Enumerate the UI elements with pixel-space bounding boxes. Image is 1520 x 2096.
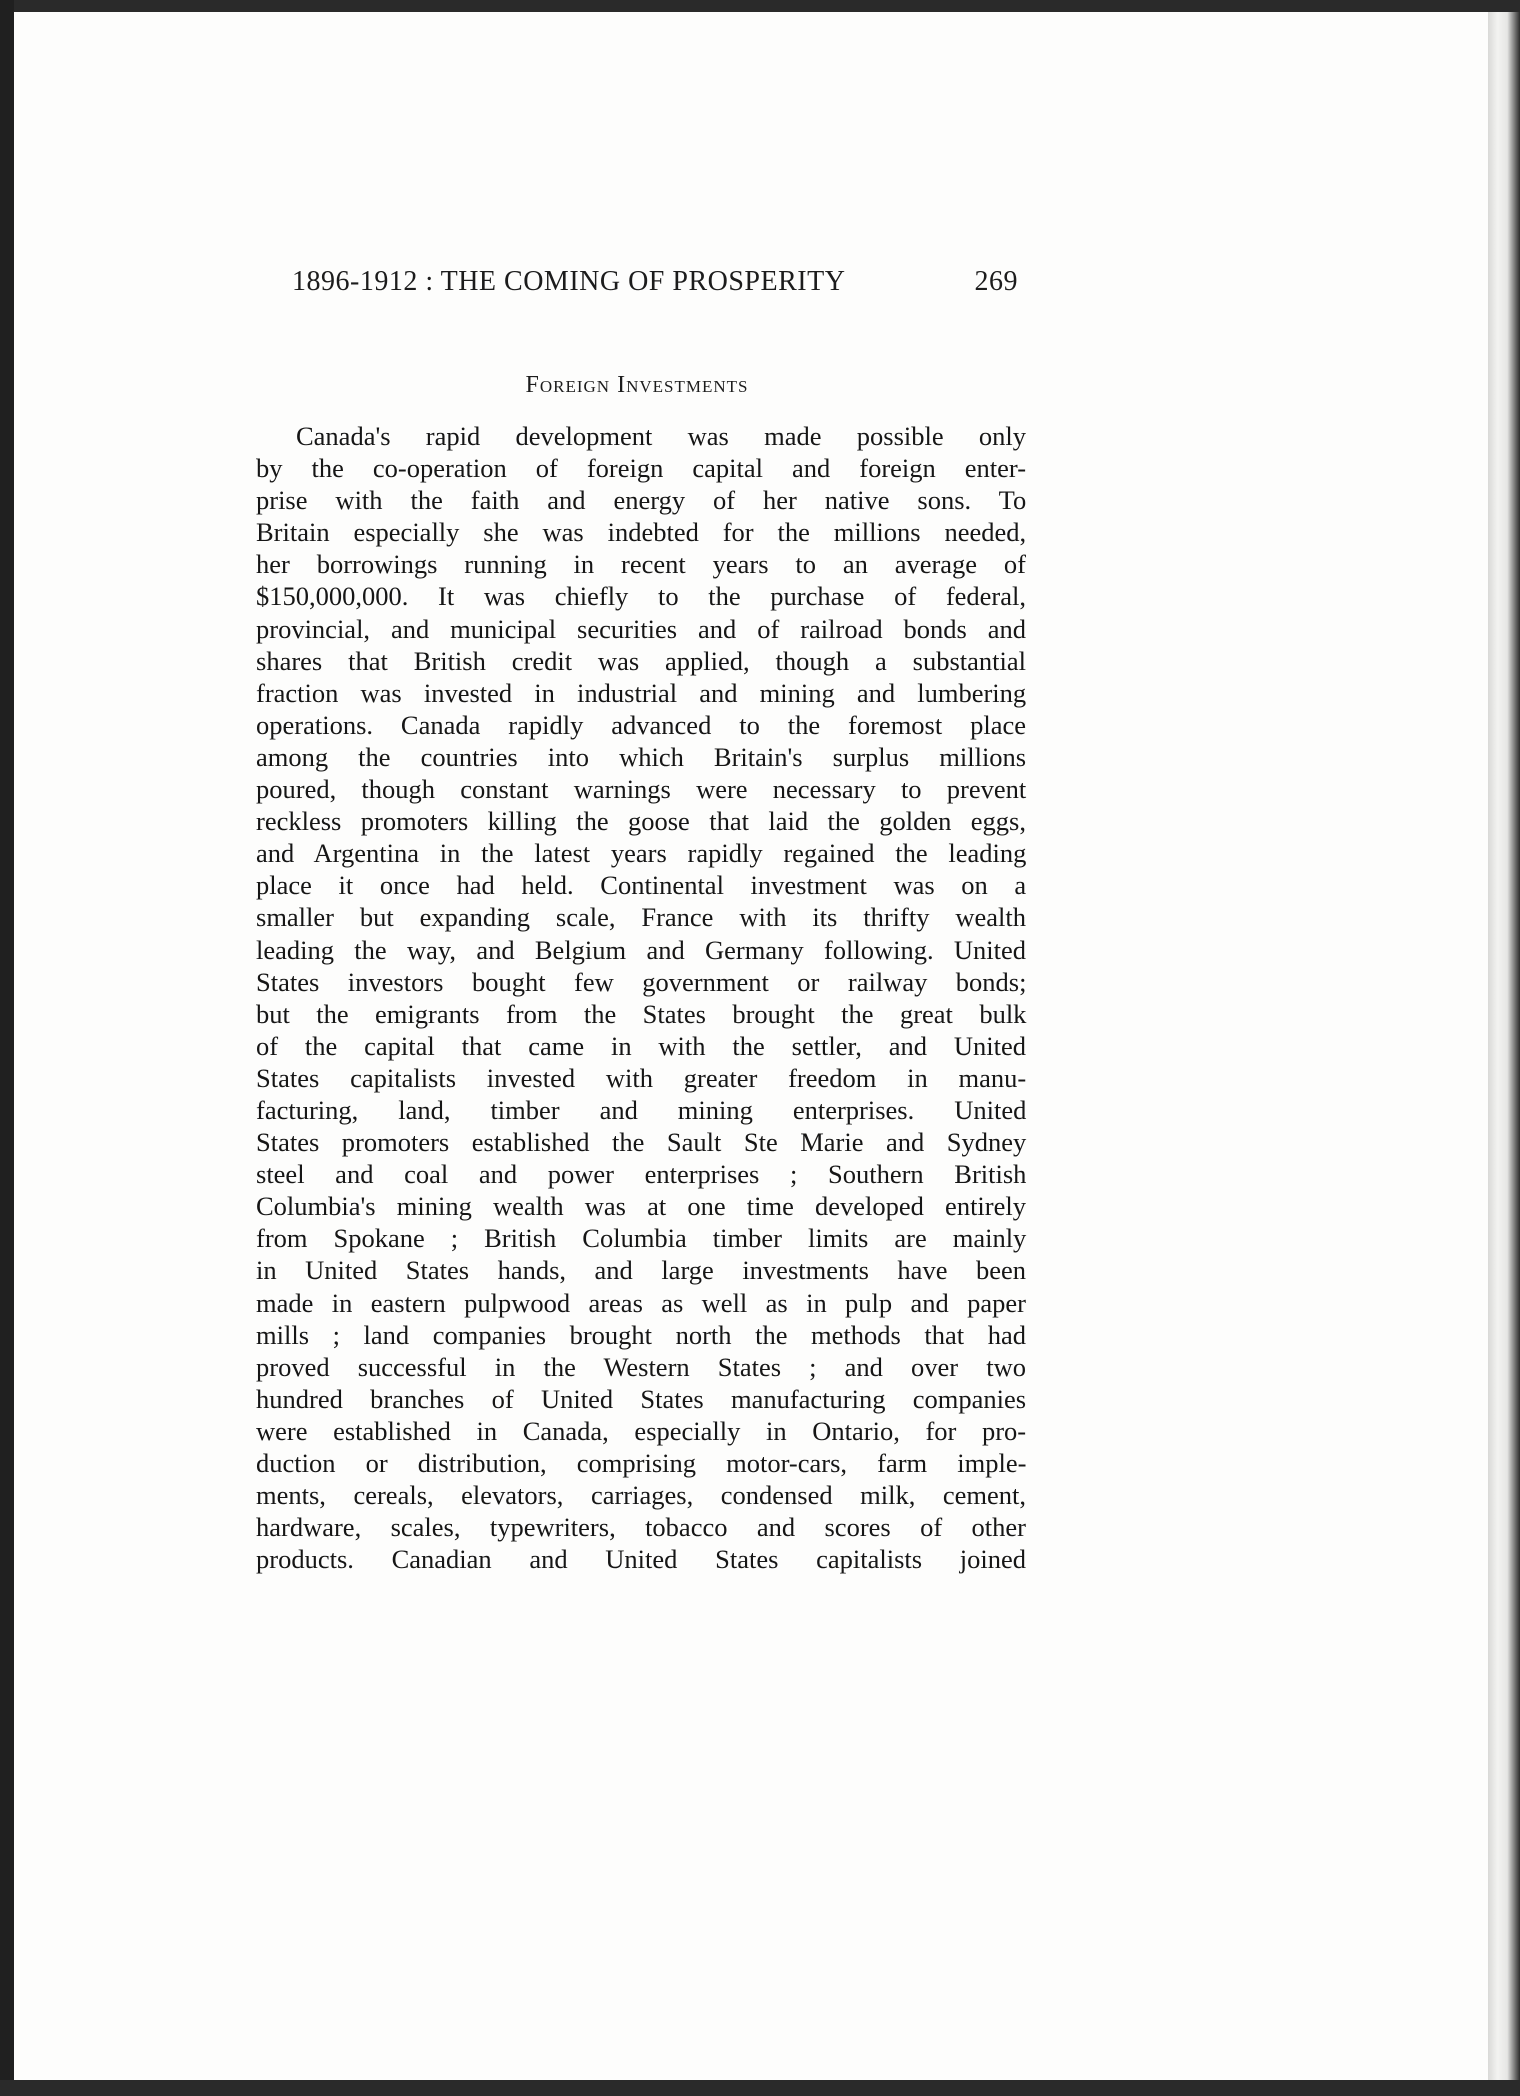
text-line: from Spokane ; British Columbia timber limits are mainly (256, 1223, 1027, 1254)
text-line: ments, cereals, elevators, carriages, condensed milk, cement, (256, 1480, 1026, 1511)
text-line: shares that British credit was applied, though a substantial (256, 645, 1026, 676)
running-head-title: 1896-1912 : THE COMING OF PROSPERITY (292, 266, 846, 297)
text-line: and Argentina in the latest years rapidly regained the leading (256, 838, 1027, 869)
text-line: duction or distribution, comprising motor-cars, farm imple- (256, 1448, 1027, 1478)
text-line: operations. Canada rapidly advanced to the foremost place (256, 709, 1027, 740)
text-line: products. Canadian and United States capitalists joined (256, 1544, 1026, 1575)
text-line: facturing, land, timber and mining enterprises. United (256, 1094, 1027, 1125)
text-line: made in eastern pulpwood areas as well as in pulp and paper (256, 1287, 1026, 1318)
text-line: her borrowings running in recent years to an average of (256, 549, 1026, 580)
text-line: provincial, and municipal securities and of railroad bonds and (256, 613, 1026, 644)
text-line: poured, though constant warnings were necessary to prevent (256, 774, 1027, 805)
page-number: 269 (974, 266, 1018, 297)
text-line: mills ; land companies brought north the methods that had (256, 1319, 1026, 1350)
text-line: fraction was invested in industrial and mining and lumbering (256, 677, 1027, 708)
text-line: reckless promoters killing the goose that laid the golden eggs, (256, 806, 1026, 837)
scan-border-bottom (0, 2080, 1520, 2096)
text-line: hardware, scales, typewriters, tobacco and scores of other (256, 1512, 1026, 1543)
text-line: place it once had held. Continental investment was on a (256, 870, 1027, 901)
text-line: but the emigrants from the States brought the great bulk (256, 998, 1027, 1029)
text-line: in United States hands, and large investments have been (256, 1255, 1026, 1286)
section-title: Foreign Investments (525, 372, 749, 398)
running-head (292, 266, 1018, 310)
text-line: leading the way, and Belgium and Germany following. United (256, 934, 1026, 965)
text-line: States promoters established the Sault Ste Marie and Sydney (256, 1127, 1027, 1158)
text-line: hundred branches of United States manufacturing companies (256, 1383, 1027, 1414)
text-line: $150,000,000. It was chiefly to the purchase of federal, (256, 581, 1026, 612)
text-line: Canada's rapid development was made possible only (296, 421, 1026, 451)
binding-edge (0, 0, 14, 2096)
page-edge-right (1488, 12, 1520, 2082)
text-line: States investors bought few government or railway bonds; (256, 966, 1027, 997)
text-line: were established in Canada, especially in Ontario, for pro- (256, 1415, 1027, 1446)
text-line: prise with the faith and energy of her native sons. To (256, 485, 1027, 516)
text-line: among the countries into which Britain's surplus millions (256, 741, 1027, 772)
text-line: of the capital that came in with the settler, and United (256, 1030, 1026, 1061)
text-line: by the co-operation of foreign capital and foreign enter- (256, 453, 1027, 484)
text-line: Columbia's mining wealth was at one time developed entirely (256, 1191, 1026, 1222)
text-line: proved successful in the Western States ; and over two (256, 1351, 1026, 1382)
text-line: States capitalists invested with greater freedom in manu- (256, 1062, 1027, 1093)
text-line: smaller but expanding scale, France with its thrifty wealth (256, 902, 1026, 933)
text-line: steel and coal and power enterprises ; Southern British (256, 1159, 1027, 1190)
text-line: Britain especially she was indebted for the millions needed, (256, 517, 1027, 548)
body-paragraph (256, 420, 1026, 1575)
